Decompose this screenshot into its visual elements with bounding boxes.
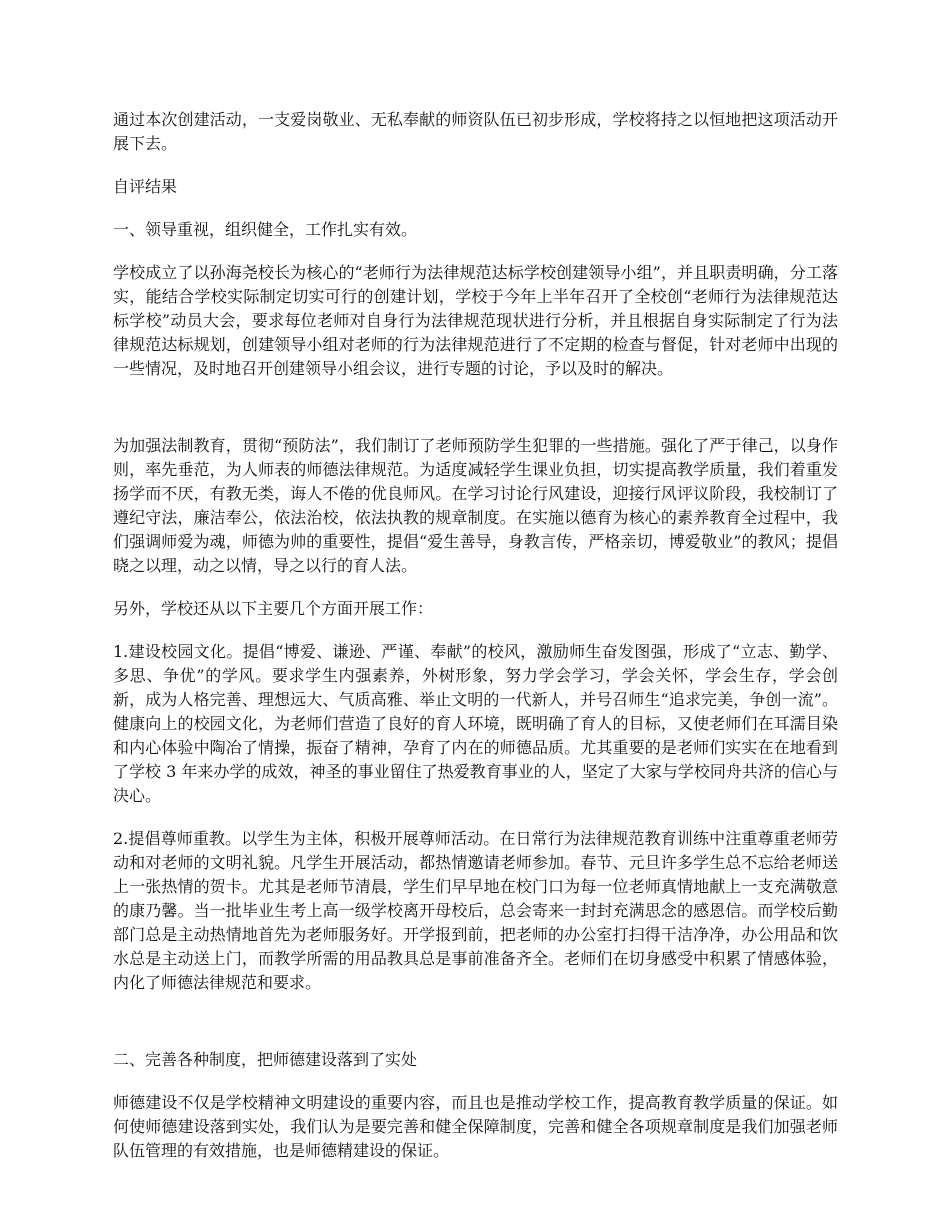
section-heading-self-evaluation: 自评结果	[113, 177, 178, 196]
intro-paragraph: 通过本次创建活动，一支爱岗敬业、无私奉献的师资队伍已初步形成，学校将持之以恒地把这项活动开展下去。	[113, 110, 838, 153]
paragraph-campus-culture: 1.建设校园文化。提倡“博爱、谦逊、严谨、奉献”的校风，激励师生奋发图强，形成了“立志、勤学、多思、争优”的学风。要求学生内强素养，外树形象，努力学会学习，学会关怀，学会生存，学会创新，成为人格完善、理想远大、气质高雅、举止文明的一代新人，并号召师生“追求完美，争创一流”。健康向上的校园文化，为老师们营造了良好的育人环境，既明确了育人的目标，又使老师们在耳濡目染和内心体验中陶冶了情操，振奋了精神，孕育了内在的师德品质。尤其重要的是老师们实实在在地看到了学校 3 年来办学的成效，神圣的事业留住了热爱教育事业的人，坚定了大家与学校同舟共济的信心与决心。	[113, 642, 838, 805]
paragraph-legal-education: 为加强法制教育，贯彻“预防法”，我们制订了老师预防学生犯罪的一些措施。强化了严于律己，以身作则，率先垂范，为人师表的师德法律规范。为适度减轻学生课业负担，切实提高教学质量，我们着重发扬学而不厌，有教无类，诲人不倦的优良师风。在学习讨论行风建设，迎接行风评议阶段，我校制订了遵纪守法，廉洁奉公，依法治校，依法执教的规章制度。在实施以德育为核心的素养教育全过程中，我们强调师爱为魂，师德为帅的重要性，提倡“爱生善导，身教言传，严格亲切，博爱敬业”的教风；提倡晓之以理，动之以情，导之以行的育人法。	[113, 436, 838, 575]
subsection-heading-systems: 二、完善各种制度，把师德建设落到了实处	[113, 1050, 418, 1069]
paragraph-additional-work: 另外，学校还从以下主要几个方面开展工作：	[113, 599, 434, 618]
paragraph-ethics-construction: 师德建设不仅是学校精神文明建设的重要内容，而且也是推动学校工作，提高教育教学质量的保证。如何使师德建设落到实处，我们认为是要完善和健全保障制度，完善和健全各项规章制度是我们加强老师队伍管理的有效措施，也是师德精建设的保证。	[113, 1093, 838, 1160]
paragraph-respect-teachers: 2.提倡尊师重教。以学生为主体，积极开展尊师活动。在日常行为法律规范教育训练中注重尊重老师劳动和对老师的文明礼貌。凡学生开展活动，都热情邀请老师参加。春节、元旦许多学生总不忘给老师送上一张热情的贺卡。尤其是老师节清晨，学生们早早地在校门口为每一位老师真情地献上一支充满敬意的康乃馨。当一批毕业生考上高一级学校离开母校后，总会寄来一封封充满思念的感恩信。而学校后勤部门总是主动热情地首先为老师服务好。开学报到前，把老师的办公室打扫得干洁净净，办公用品和饮水总是主动送上门，而教学所需的用品教具总是事前准备齐全。老师们在切身感受中积累了情感体验，内化了师德法律规范和要求。	[113, 829, 838, 992]
paragraph-leadership-group: 学校成立了以孙海尧校长为核心的“老师行为法律规范达标学校创建领导小组”，并且职责明确，分工落实，能结合学校实际制定切实可行的创建计划，学校于今年上半年召开了全校创“老师行为法律规范达标学校”动员大会，要求每位老师对自身行为法律规范现状进行分析，并且根据自身实际制定了行为法律规范达标规划，创建领导小组对老师的行为法律规范进行了不定期的检查与督促，针对老师中出现的一些情况，及时地召开创建领导小组会议，进行专题的讨论，予以及时的解决。	[113, 263, 838, 378]
document-body	[113, 108, 838, 1182]
subsection-heading-leadership: 一、领导重视，组织健全，工作扎实有效。	[113, 220, 418, 239]
